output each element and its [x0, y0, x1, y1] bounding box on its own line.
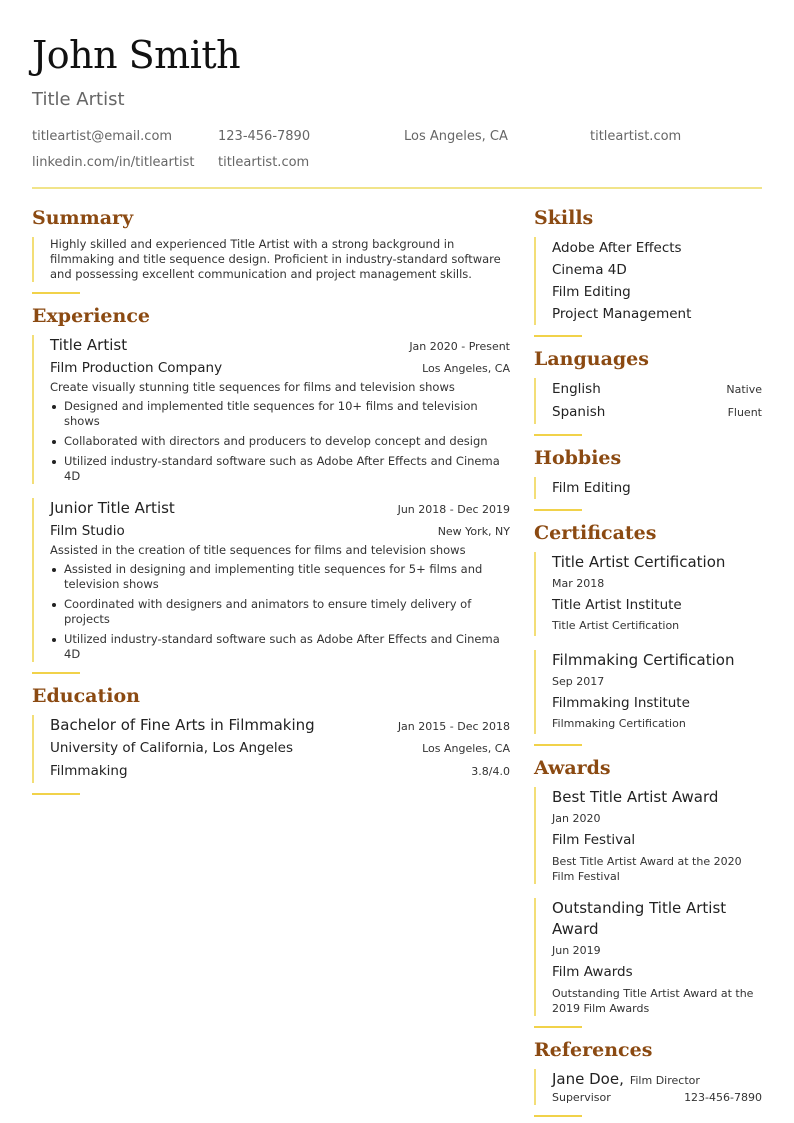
education-item	[32, 715, 510, 783]
reference-relation: Supervisor	[552, 1091, 611, 1104]
experience-heading: Experience	[32, 305, 150, 327]
certificate-description: Title Artist Certification	[552, 619, 680, 632]
summary-text: Highly skilled and experienced Title Artist with a strong background in filmmaking and title sequence design. Proficient in industry-standard software and possessing excellent communication and project management skills.	[50, 237, 501, 281]
award-name: Outstanding Title Artist Award	[552, 899, 727, 938]
left-column	[32, 207, 510, 806]
section-divider	[534, 1115, 582, 1117]
education-gpa: 3.8/4.0	[471, 765, 510, 778]
summary-block	[32, 237, 510, 282]
experience-item	[32, 498, 510, 662]
job-dates: Jun 2018 - Dec 2019	[397, 503, 510, 516]
certificate-item	[534, 650, 762, 734]
hobbies-list	[534, 477, 762, 499]
job-bullet: Collaborated with directors and producers to develop concept and design	[50, 434, 510, 449]
job-dates: Jan 2020 - Present	[409, 340, 510, 353]
job-bullet: Utilized industry-standard software such as Adobe After Effects and Cinema 4D	[50, 454, 510, 484]
job-bullet: Designed and implemented title sequences for 10+ films and television shows	[50, 399, 510, 429]
job-bullet: Utilized industry-standard software such as Adobe After Effects and Cinema 4D	[50, 632, 510, 662]
skill-item: Adobe After Effects	[552, 240, 682, 256]
education-location: Los Angeles, CA	[422, 742, 510, 755]
contact-website-2[interactable]: titleartist.com	[218, 155, 310, 170]
awards-section	[534, 757, 762, 1028]
experience-section	[32, 305, 510, 674]
certificate-date: Mar 2018	[552, 577, 605, 590]
education-heading: Education	[32, 685, 140, 707]
languages-section	[534, 348, 762, 436]
languages-heading: Languages	[534, 348, 649, 370]
certificate-name: Filmmaking Certification	[552, 651, 735, 669]
language-item	[552, 401, 762, 424]
award-name: Best Title Artist Award	[552, 788, 719, 806]
contact-info	[32, 128, 762, 171]
references-heading: References	[534, 1039, 653, 1061]
contact-email[interactable]: titleartist@email.com	[32, 129, 173, 144]
award-item	[534, 787, 762, 884]
reference-name: Jane Doe,	[552, 1070, 624, 1088]
skills-list	[534, 237, 762, 325]
job-company: Film Studio	[50, 523, 125, 539]
hobbies-heading: Hobbies	[534, 447, 622, 469]
section-divider	[534, 335, 582, 337]
certificate-name: Title Artist Certification	[552, 553, 726, 571]
certificate-issuer: Filmmaking Institute	[552, 695, 690, 711]
education-section	[32, 685, 510, 795]
experience-item	[32, 335, 510, 484]
award-description: Outstanding Title Artist Award at the 2019 Film Awards	[552, 987, 754, 1015]
language-level: Native	[726, 383, 762, 396]
summary-section	[32, 207, 510, 294]
education-degree: Bachelor of Fine Arts in Filmmaking	[50, 716, 315, 734]
job-description: Assisted in the creation of title sequences for films and television shows	[50, 543, 466, 557]
education-school: University of California, Los Angeles	[50, 740, 294, 756]
reference-item	[534, 1069, 762, 1105]
job-bullet: Coordinated with designers and animators to ensure timely delivery of projects	[50, 597, 510, 627]
skills-section	[534, 207, 762, 337]
section-divider	[534, 1026, 582, 1028]
candidate-title: Title Artist	[32, 89, 125, 110]
contact-phone: 123-456-7890	[218, 129, 311, 144]
certificates-section	[534, 522, 762, 746]
job-location: Los Angeles, CA	[422, 362, 510, 375]
education-dates: Jan 2015 - Dec 2018	[397, 720, 510, 733]
language-name: English	[552, 381, 601, 397]
skill-item: Project Management	[552, 306, 692, 322]
job-role: Junior Title Artist	[50, 499, 175, 517]
certificate-item	[534, 552, 762, 636]
job-description: Create visually stunning title sequences for films and television shows	[50, 380, 455, 394]
section-divider	[534, 434, 582, 436]
award-description: Best Title Artist Award at the 2020 Film Festival	[552, 855, 742, 883]
certificates-heading: Certificates	[534, 522, 657, 544]
award-issuer: Film Awards	[552, 964, 633, 980]
candidate-name: John Smith	[32, 33, 241, 77]
hobby-item: Film Editing	[552, 480, 631, 496]
contact-website[interactable]: titleartist.com	[590, 129, 682, 144]
header-divider	[32, 187, 762, 189]
award-date: Jun 2019	[552, 944, 601, 957]
skills-heading: Skills	[534, 207, 594, 229]
languages-list	[534, 378, 762, 424]
job-location: New York, NY	[437, 525, 510, 538]
reference-position: Film Director	[629, 1074, 700, 1087]
language-name: Spanish	[552, 404, 606, 420]
language-item	[552, 378, 762, 401]
awards-heading: Awards	[534, 757, 611, 779]
job-bullets	[50, 562, 510, 662]
certificate-date: Sep 2017	[552, 675, 605, 688]
contact-linkedin[interactable]: linkedin.com/in/titleartist	[32, 155, 195, 170]
skill-item: Film Editing	[552, 284, 631, 300]
education-field: Filmmaking	[50, 763, 128, 779]
job-role: Title Artist	[50, 336, 128, 354]
section-divider	[32, 672, 80, 674]
award-issuer: Film Festival	[552, 832, 636, 848]
section-divider	[32, 292, 80, 294]
hobbies-section	[534, 447, 762, 511]
reference-phone: 123-456-7890	[684, 1091, 762, 1104]
language-level: Fluent	[727, 406, 762, 419]
contact-location: Los Angeles, CA	[404, 129, 508, 144]
references-section	[534, 1039, 762, 1117]
job-bullets	[50, 399, 510, 484]
award-item	[534, 898, 762, 1016]
skill-item: Cinema 4D	[552, 262, 627, 278]
job-bullet: Assisted in designing and implementing title sequences for 5+ films and television shows	[50, 562, 510, 592]
summary-heading: Summary	[32, 207, 134, 229]
job-company: Film Production Company	[50, 360, 223, 376]
section-divider	[534, 509, 582, 511]
right-column	[534, 207, 762, 1123]
award-date: Jan 2020	[552, 812, 601, 825]
section-divider	[32, 793, 80, 795]
certificate-description: Filmmaking Certification	[552, 717, 686, 730]
certificate-issuer: Title Artist Institute	[552, 597, 682, 613]
section-divider	[534, 744, 582, 746]
